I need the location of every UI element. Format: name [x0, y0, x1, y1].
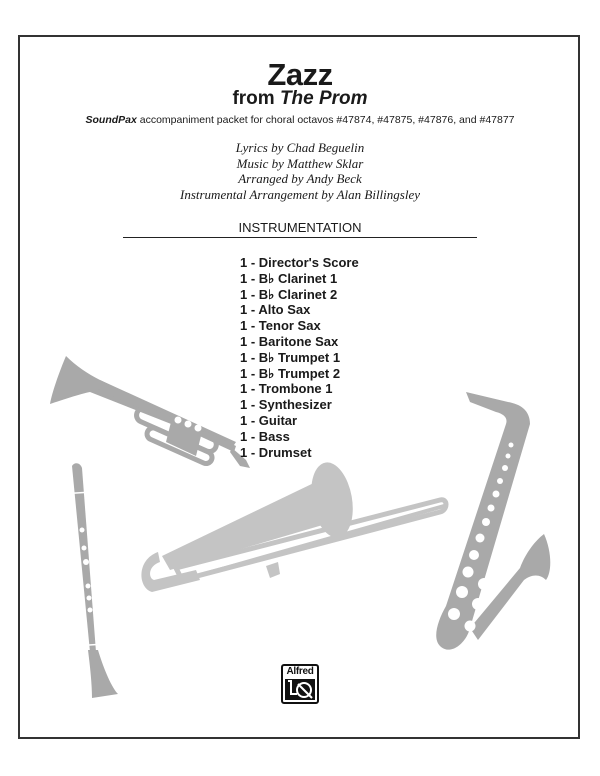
logo-wordmark: Alfred: [286, 666, 314, 677]
song-title: Zazz: [267, 57, 333, 92]
show-name: The Prom: [279, 88, 368, 109]
list-item: 1 - Bass: [240, 428, 290, 444]
credit-music: Music by Matthew Sklar: [236, 155, 364, 171]
list-item: 1 - Guitar: [240, 412, 298, 428]
instrumentation-list: [240, 255, 359, 460]
show-subtitle: [0, 88, 600, 110]
list-item: 1 - Alto Sax: [240, 302, 311, 318]
trombone-icon: [141, 459, 446, 592]
trumpet-icon: [50, 356, 250, 468]
instrumentation-heading: INSTRUMENTATION: [238, 220, 362, 235]
list-item: 1 - Tenor Sax: [240, 318, 321, 334]
credits: [0, 140, 600, 202]
list-item: 1 - Drumset: [240, 444, 312, 460]
credit-lyrics: Lyrics by Chad Beguelin: [235, 140, 365, 155]
clarinet-icon: [72, 463, 118, 698]
packet-brand: SoundPax: [85, 114, 137, 126]
credit-arranger: Arranged by Andy Beck: [238, 171, 362, 186]
list-item: 1 - Synthesizer: [240, 397, 332, 413]
list-item: 1 - B♭ Clarinet 2: [240, 286, 338, 302]
list-item: 1 - B♭ Clarinet 1: [240, 270, 338, 286]
packet-text: accompaniment packet for choral octavos #47874, #47875, #47876, and #47877: [136, 114, 515, 126]
list-item: 1 - Director's Score: [240, 255, 359, 270]
packet-description: [0, 114, 600, 127]
list-item: 1 - B♭ Trumpet 2: [240, 365, 341, 381]
list-item: 1 - Baritone Sax: [240, 333, 339, 349]
saxophone-icon: [436, 392, 550, 650]
list-item: 1 - B♭ Trumpet 1: [240, 349, 341, 365]
credit-instrumental-arranger: Instrumental Arrangement by Alan Billingsley: [180, 186, 420, 202]
logo-mark-icon: [285, 679, 315, 700]
heading-rule: [123, 237, 477, 238]
subtitle-prefix: from: [232, 88, 280, 109]
alfred-logo: [281, 664, 319, 704]
list-item: 1 - Trombone 1: [240, 381, 333, 397]
